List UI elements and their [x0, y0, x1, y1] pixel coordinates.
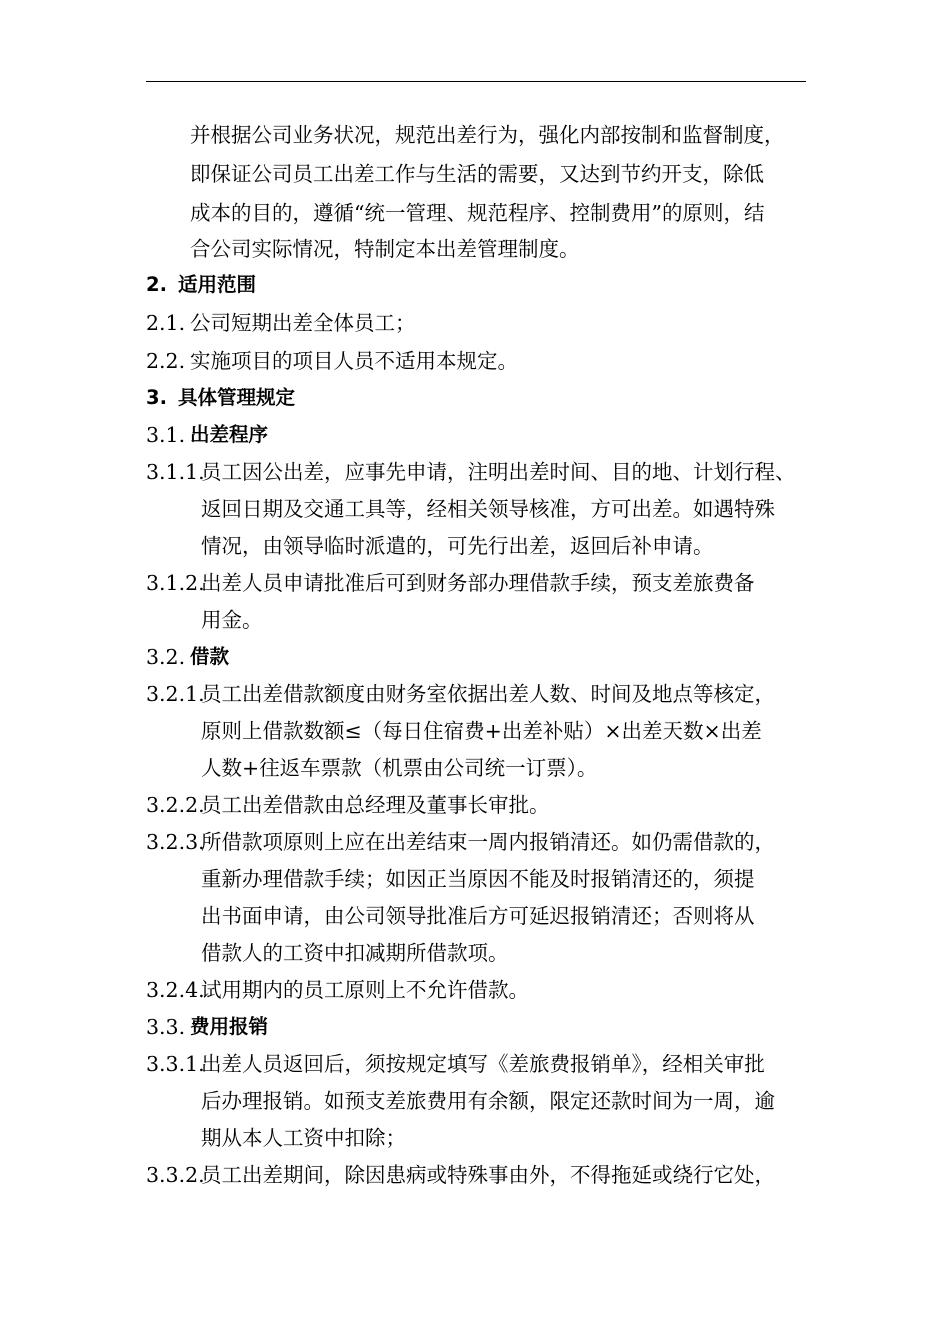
intro-line: 成本的目的，遵循“统一管理、规范程序、控制费用”的原则，结 [190, 201, 765, 225]
clause-continuation: 返回日期及交通工具等，经相关领导核准，方可出差。如遇特殊 [201, 497, 775, 521]
clause-continuation: 人数+往返车票款（机票由公司统一订票）。 [201, 756, 598, 780]
clause-continuation: 情况，由领导临时派遣的，可先行出差，返回后补申请。 [201, 534, 714, 558]
intro-line: 即保证公司员工出差工作与生活的需要，又达到节约开支，除低 [190, 162, 764, 186]
clause-continuation: 出书面申请，由公司领导批准后方可延迟报销清还；否则将从 [201, 904, 755, 928]
clause: 3.3.2. 员工出差期间，除因患病或特殊事由外，不得拖延或绕行它处， [146, 1163, 775, 1187]
clause-continuation: 期从本人工资中扣除； [201, 1126, 406, 1150]
clause: 3.2.1. 员工出差借款额度由财务室依据出差人数、时间及地点等核定， [146, 682, 775, 706]
clause: 2.2. 实施项目的项目人员不适用本规定。 [146, 349, 518, 373]
intro-line: 并根据公司业务状况，规范出差行为，强化内部按制和监督制度， [190, 123, 785, 147]
subsection-heading: 3.2. 借款 [146, 645, 230, 669]
intro-line: 合公司实际情况，特制定本出差管理制度。 [190, 237, 580, 261]
clause-continuation: 后办理报销。如预支差旅费用有余额，限定还款时间为一周，逾 [201, 1089, 775, 1113]
clause: 3.1.2. 出差人员申请批准后可到财务部办理借款手续，预支差旅费备 [146, 571, 755, 595]
clause: 3.2.3. 所借款项原则上应在出差结束一周内报销清还。如仍需借款的， [146, 830, 775, 854]
clause-continuation: 借款人的工资中扣减期所借款项。 [201, 941, 509, 965]
clause: 2.1. 公司短期出差全体员工； [146, 311, 416, 335]
clause: 3.2.2. 员工出差借款由总经理及董事长审批。 [146, 793, 550, 817]
clause: 3.2.4. 试用期内的员工原则上不允许借款。 [146, 978, 529, 1002]
subsection-heading: 3.1. 出差程序 [146, 423, 269, 447]
clause-continuation: 用金。 [201, 608, 263, 632]
clause: 3.3.1. 出差人员返回后，须按规定填写《差旅费报销单》，经相关审批 [146, 1052, 765, 1076]
subsection-heading: 3.3. 费用报销 [146, 1015, 269, 1039]
clause-continuation: 重新办理借款手续；如因正当原因不能及时报销清还的，须提 [201, 867, 755, 891]
section-heading: 3. 具体管理规定 [146, 386, 296, 409]
section-heading: 2. 适用范围 [146, 273, 257, 296]
clause: 3.1.1. 员工因公出差，应事先申请，注明出差时间、目的地、计划行程、 [146, 460, 796, 484]
header-rule [146, 81, 806, 82]
clause-continuation: 原则上借款数额≤（每日住宿费+出差补贴）×出差天数×出差 [201, 719, 762, 743]
